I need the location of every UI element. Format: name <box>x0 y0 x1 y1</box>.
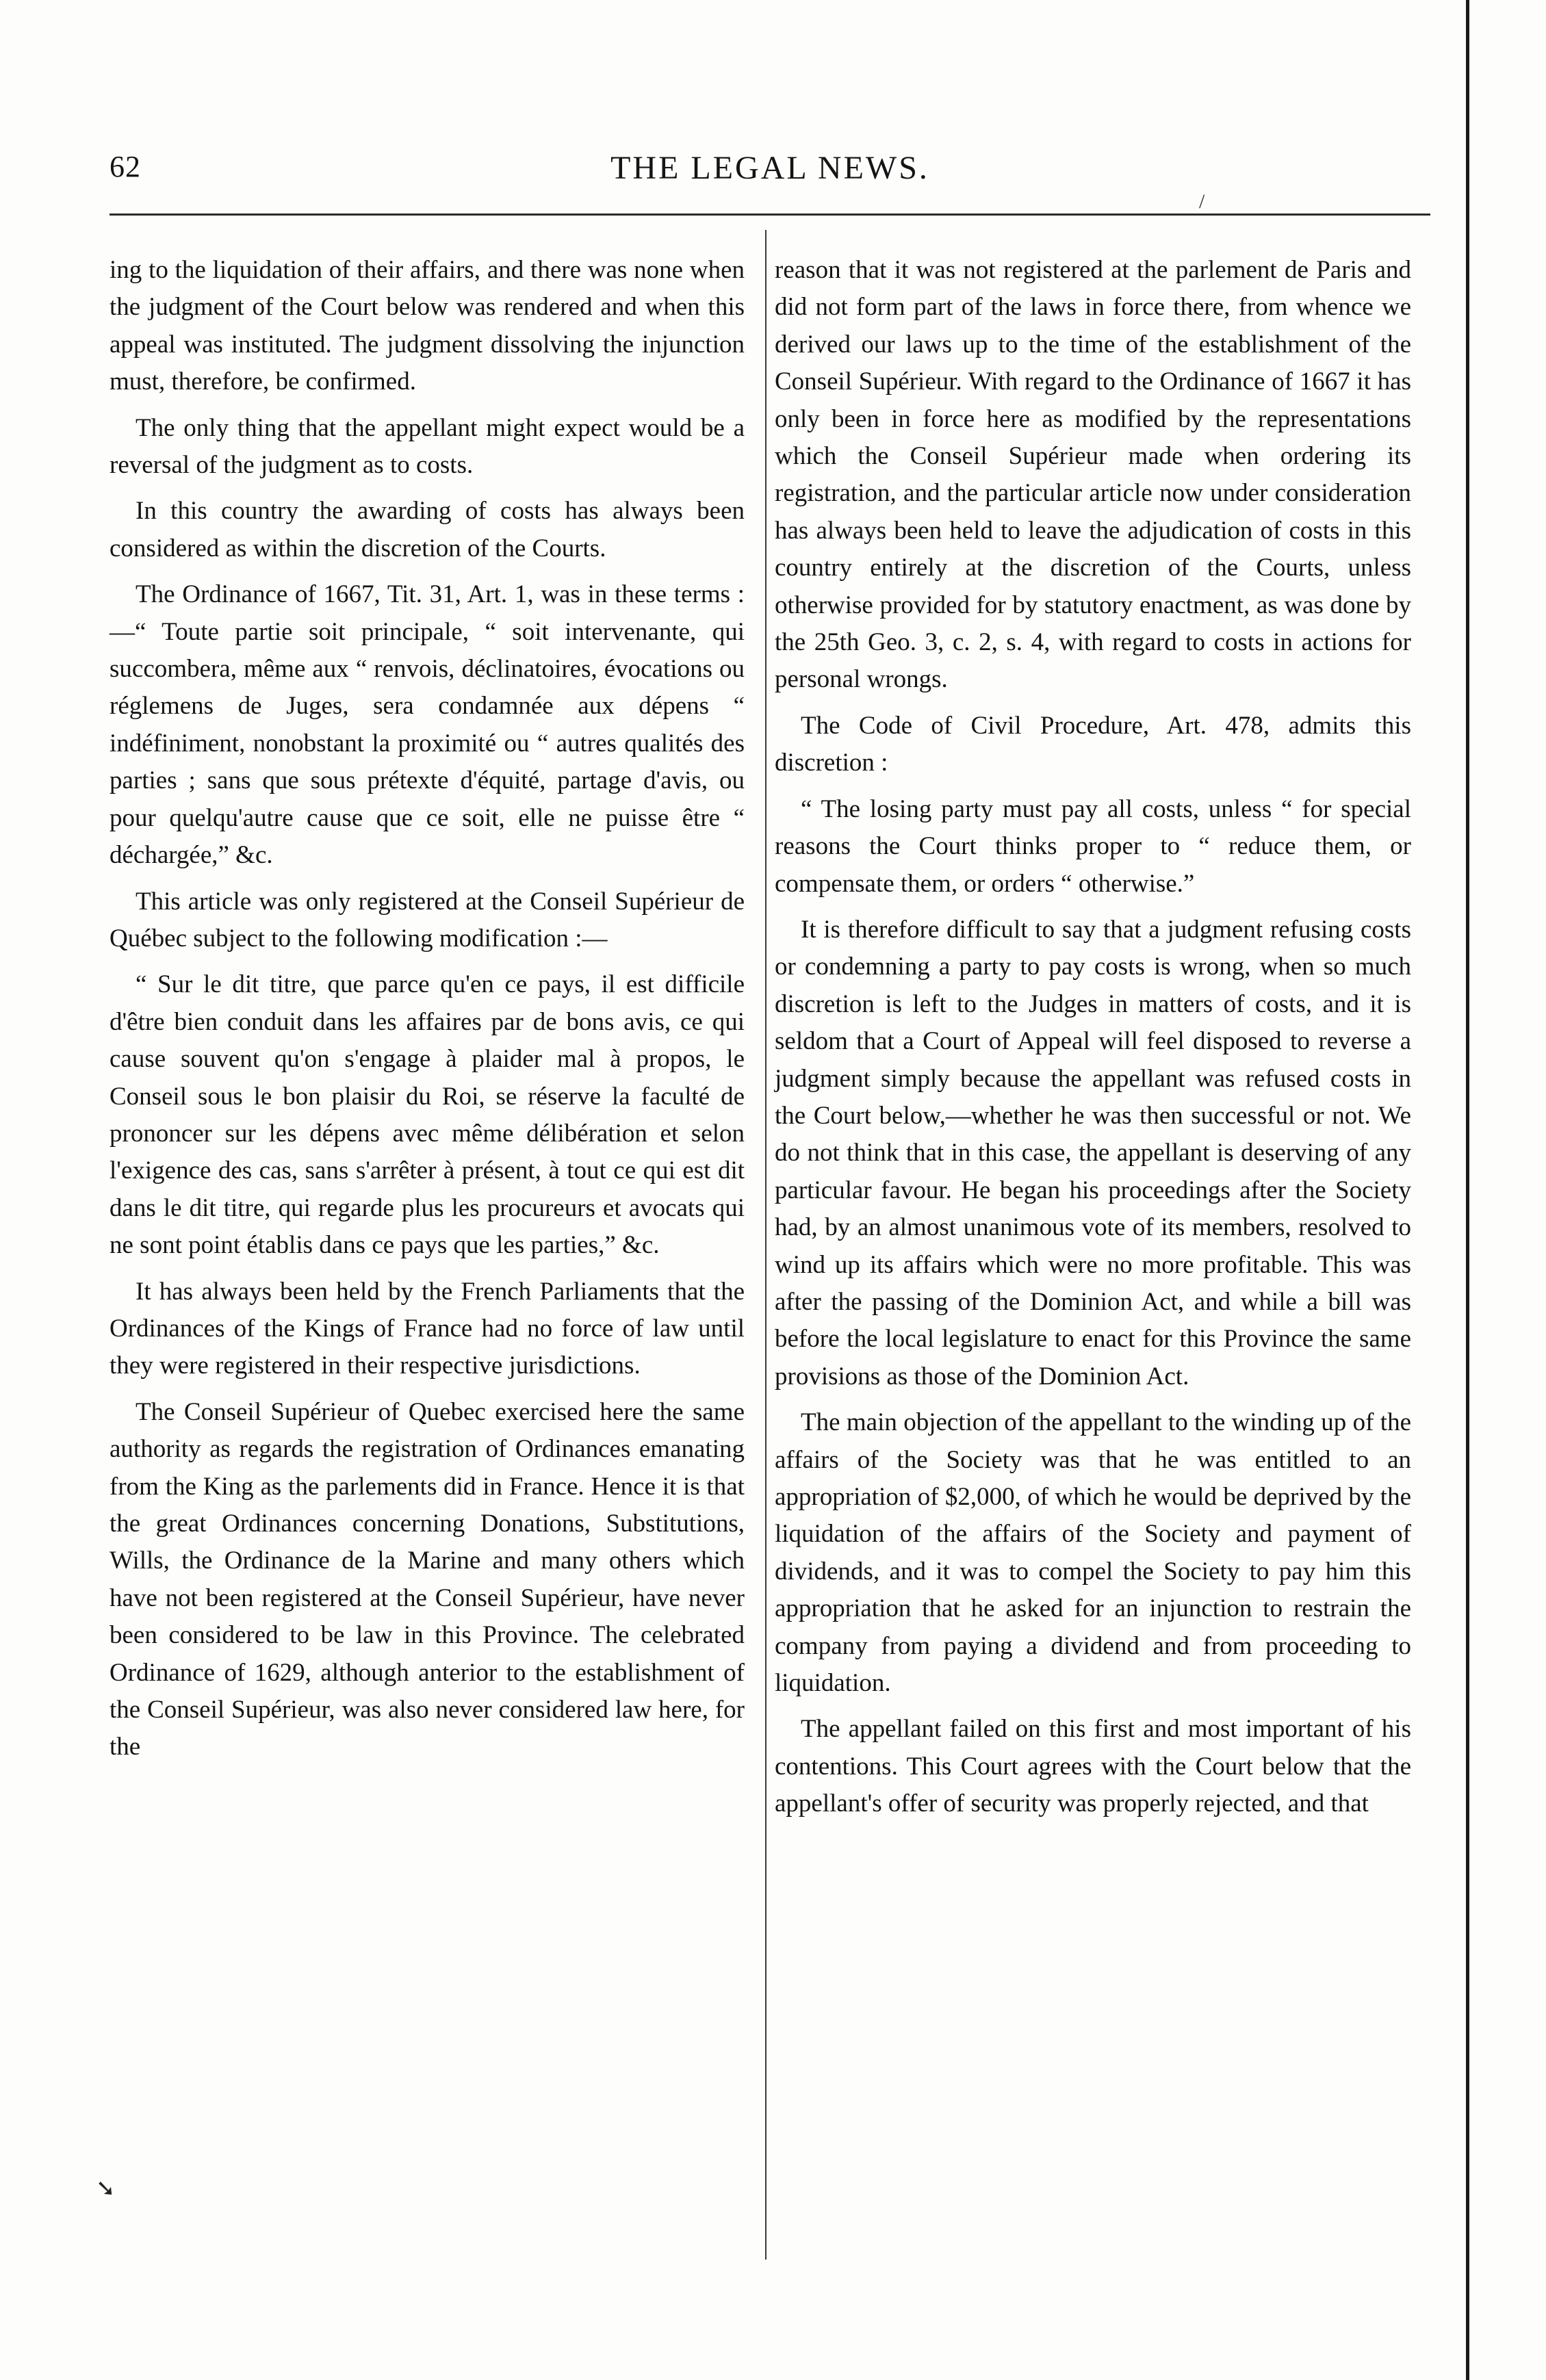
page-header <box>109 149 1430 197</box>
running-title: THE LEGAL NEWS. <box>610 150 929 186</box>
paragraph: ing to the liquidation of their affairs, and there was none when the judgment of the Court below was rendered and when this appeal was instituted. The judgment dissolving the injunction must, therefore, be confirmed. <box>109 256 745 396</box>
paragraph: The Code of Civil Procedure, Art. 478, admits this discretion : <box>775 711 1411 777</box>
header-rule <box>109 214 1430 216</box>
margin-arrow-mark: ➘ <box>96 2176 116 2201</box>
paragraph: This article was only registered at the Conseil Supérieur de Québec subject to the following modification :— <box>109 887 745 953</box>
paragraph: The appellant failed on this first and most important of his contentions. This Court agrees with the Court below that the appellant's offer of security was properly rejected, and that <box>775 1715 1411 1818</box>
paragraph: The Conseil Supérieur of Quebec exercised here the same authority as regards the registration of Ordinances emanating from the King as the parlements did in France. Hence it is that the great Ordinances concerning Donations, Substitutions, Wills, the Ordinance de la Marine and many others which have not been registered at the Conseil Supérieur, have never been considered to be law in this Province. The celebrated Ordinance of 1629, although anterior to the establishment of the Conseil Supérieur, was also never considered law here, for the <box>109 1397 745 1761</box>
right-column <box>775 252 1411 1832</box>
paragraph: reason that it was not registered at the parlement de Paris and did not form part of the laws in force there, from whence we derived our laws up to the time of the establishment of the Conseil Supérieur. With regard to the Ordinance of 1667 it has only been in force here as modified by the representations which the Conseil Supérieur made when ordering its registration, and the particular article now under consideration has always been held to leave the adjudication of costs in this country entirely at the discretion of the Courts, unless otherwise provided for by statutory enactment, as was done by the 25th Geo. 3, c. 2, s. 4, with regard to costs in actions for personal wrongs. <box>775 256 1411 694</box>
quoted-paragraph: “ Sur le dit titre, que parce qu'en ce pays, il est difficile d'être bien conduit dans les affaires par de bons avis, ce qui cause souvent qu'on s'engage à plaider mal à propos, le Conseil sous le bon plaisir du Roi, se réserve la faculté de prononcer sur les dépens avec même délibération et selon l'exigence des cas, sans s'arrêter à présent, à tout ce qui est dit dans le dit titre, qui regarde plus les procureurs et avocats qui ne sont point établis dans ce pays que les parties,” &c. <box>109 970 745 1260</box>
left-column <box>109 252 745 1775</box>
paragraph: In this country the awarding of costs has always been considered as within the discretion of the Courts. <box>109 497 745 562</box>
paragraph: The Ordinance of 1667, Tit. 31, Art. 1, was in these terms :—“ Toute partie soit principale, “ soit intervenante, qui succombera, même aux “ renvois, déclinatoires, évocations ou réglemens de Juges, sera condamnée aux dépens “ indéfiniment, nonobstant la proximité ou “ autres qualités des parties ; sans que sous prétexte d'équité, partage d'avis, ou pour quelqu'autre cause que ce soit, elle ne puisse être “ déchargée,” &c. <box>109 580 745 870</box>
paragraph: It is therefore difficult to say that a judgment refusing costs or condemning a party to pay costs is wrong, when so much discretion is left to the Judges in matters of costs, and it is seldom that a Court of Appeal will feel disposed to reverse a judgment simply because the appellant was refused costs in the Court below,—whether he was then successful or not. We do not think that in this case, the appellant is deserving of any particular favour. He began his proceedings after the Society had, by an almost unanimous vote of its members, resolved to wind up its affairs which were no more profitable. This was after the passing of the Dominion Act, and while a bill was before the local legislature to enact for this Province the same provisions as those of the Dominion Act. <box>775 915 1411 1391</box>
paragraph: It has always been held by the French Parliaments that the Ordinances of the Kings of France had no force of law until they were registered in their respective jurisdictions. <box>109 1277 745 1380</box>
quoted-paragraph: “ The losing party must pay all costs, unless “ for special reasons the Court thinks proper to “ reduce them, or compensate them, or orders “ otherwise.” <box>775 794 1411 898</box>
page-edge-rule <box>1466 0 1469 2380</box>
page-number: 62 <box>109 150 141 183</box>
printer-tick-mark: / <box>1199 190 1205 213</box>
paragraph: The only thing that the appellant might expect would be a reversal of the judgment as to costs. <box>109 413 745 480</box>
paragraph: The main objection of the appellant to the winding up of the affairs of the Society was that he was entitled to an appropriation of $2,000, of which he would be deprived by the liquidation of the affairs of the Society and payment of dividends, and it was to compel the Society to pay him this appropriation that he asked for an injunction to restrain the company from paying a dividend and from proceeding to liquidation. <box>775 1408 1411 1698</box>
column-divider <box>765 230 766 2260</box>
